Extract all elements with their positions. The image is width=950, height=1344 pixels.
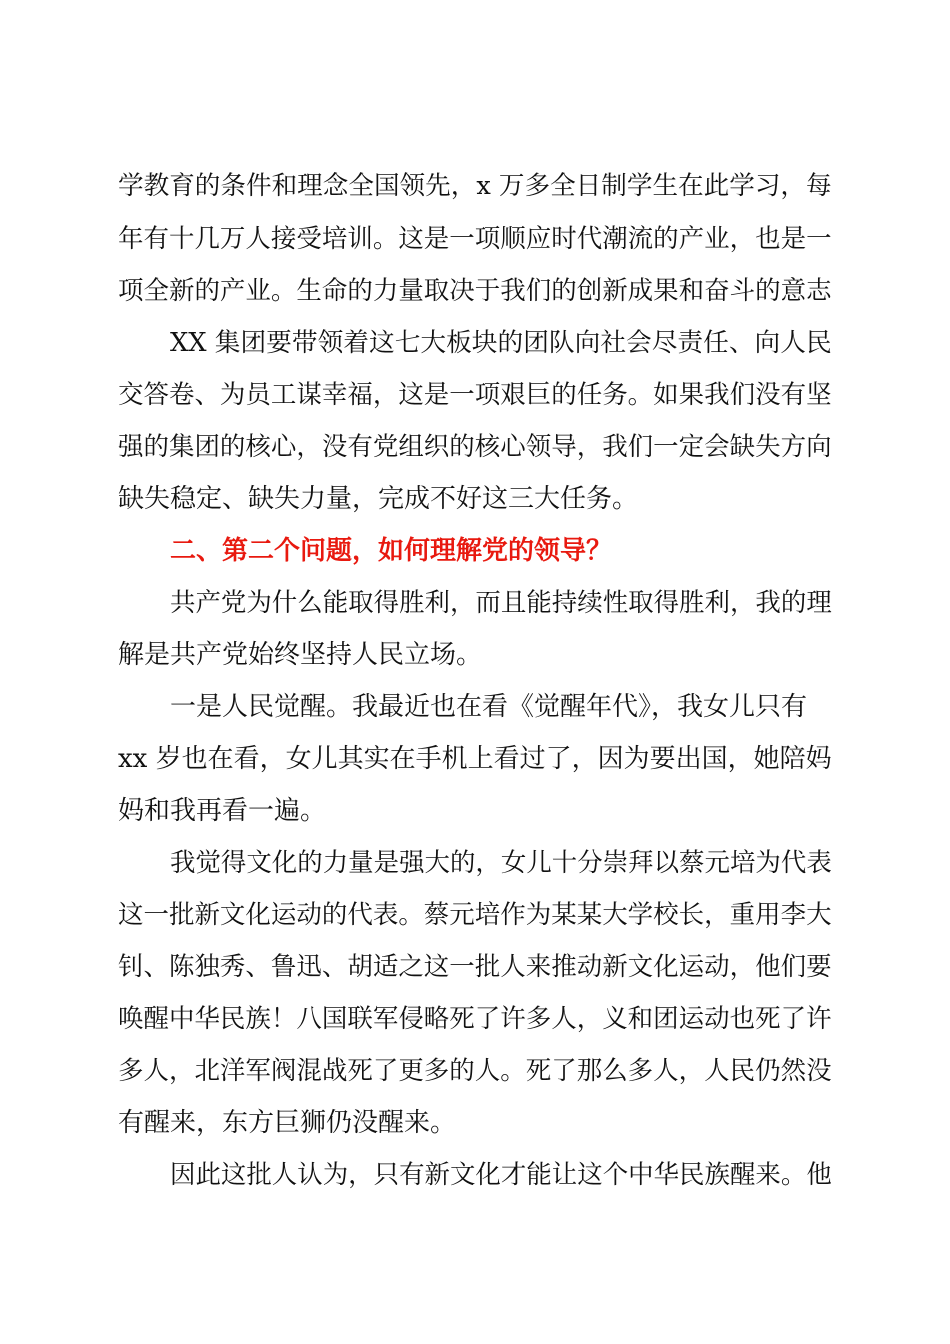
line-text: 多人，北洋军阀混战死了更多的人。死了那么多人，人民仍然没 (118, 1056, 832, 1086)
line-text: 一是人民觉醒。我最近也在看《觉醒年代》，我女儿只有 (170, 692, 808, 722)
line-text: 共产党为什么能取得胜利，而且能持续性取得胜利，我的理 (170, 588, 832, 618)
paragraph-line (0, 323, 950, 363)
line-text: 年有十几万人接受培训。这是一项顺应时代潮流的产业，也是一 (118, 224, 832, 254)
paragraph-line (0, 1155, 950, 1195)
line-text: 强的集团的核心，没有党组织的核心领导，我们一定会缺失方向 (118, 432, 832, 462)
line-text: 我觉得文化的力量是强大的，女儿十分崇拜以蔡元培为代表 (170, 848, 832, 878)
paragraph-line (0, 999, 950, 1039)
line-text: 有醒来，东方巨狮仍没醒来。 (118, 1108, 457, 1138)
paragraph-line (0, 166, 950, 206)
paragraph-line (0, 583, 950, 623)
line-text: 钊、陈独秀、鲁迅、胡适之这一批人来推动新文化运动，他们要 (118, 952, 832, 982)
line-text: 唤醒中华民族！八国联军侵略死了许多人，义和团运动也死了许 (118, 1004, 832, 1034)
line-text: 解是共产党始终坚持人民立场。 (118, 640, 483, 670)
paragraph-line (0, 947, 950, 987)
line-text: 交答卷、为员工谋幸福，这是一项艰巨的任务。如果我们没有坚 (118, 380, 832, 410)
paragraph-line (0, 635, 950, 675)
paragraph-line (0, 375, 950, 415)
line-text: 这一批新文化运动的代表。蔡元培作为某某大学校长，重用李大 (118, 900, 832, 930)
line-text: 缺失稳定、缺失力量，完成不好这三大任务。 (118, 484, 639, 514)
line-text: 学教育的条件和理念全国领先，x 万多全日制学生在此学习，每 (118, 171, 832, 201)
line-text: xx 岁也在看，女儿其实在手机上看过了，因为要出国，她陪妈 (118, 744, 832, 774)
paragraph-line (0, 791, 950, 831)
line-text: XX 集团要带领着这七大板块的团队向社会尽责任、向人民 (170, 328, 832, 358)
line-text: 妈和我再看一遍。 (118, 796, 327, 826)
paragraph-line (0, 687, 950, 727)
line-text: 因此这批人认为，只有新文化才能让这个中华民族醒来。他 (170, 1160, 832, 1190)
section-heading (0, 531, 950, 571)
paragraph-line (0, 271, 950, 311)
paragraph-line (0, 1051, 950, 1091)
paragraph-line (0, 479, 950, 519)
paragraph-line (0, 843, 950, 883)
paragraph-line (0, 1103, 950, 1143)
paragraph-line (0, 739, 950, 779)
line-text: 项全新的产业。生命的力量取决于我们的创新成果和奋斗的意志 (118, 276, 832, 306)
paragraph-line (0, 427, 950, 467)
paragraph-line (0, 219, 950, 259)
heading-text: 二、第二个问题，如何理解党的领导？ (170, 536, 613, 566)
paragraph-line (0, 895, 950, 935)
